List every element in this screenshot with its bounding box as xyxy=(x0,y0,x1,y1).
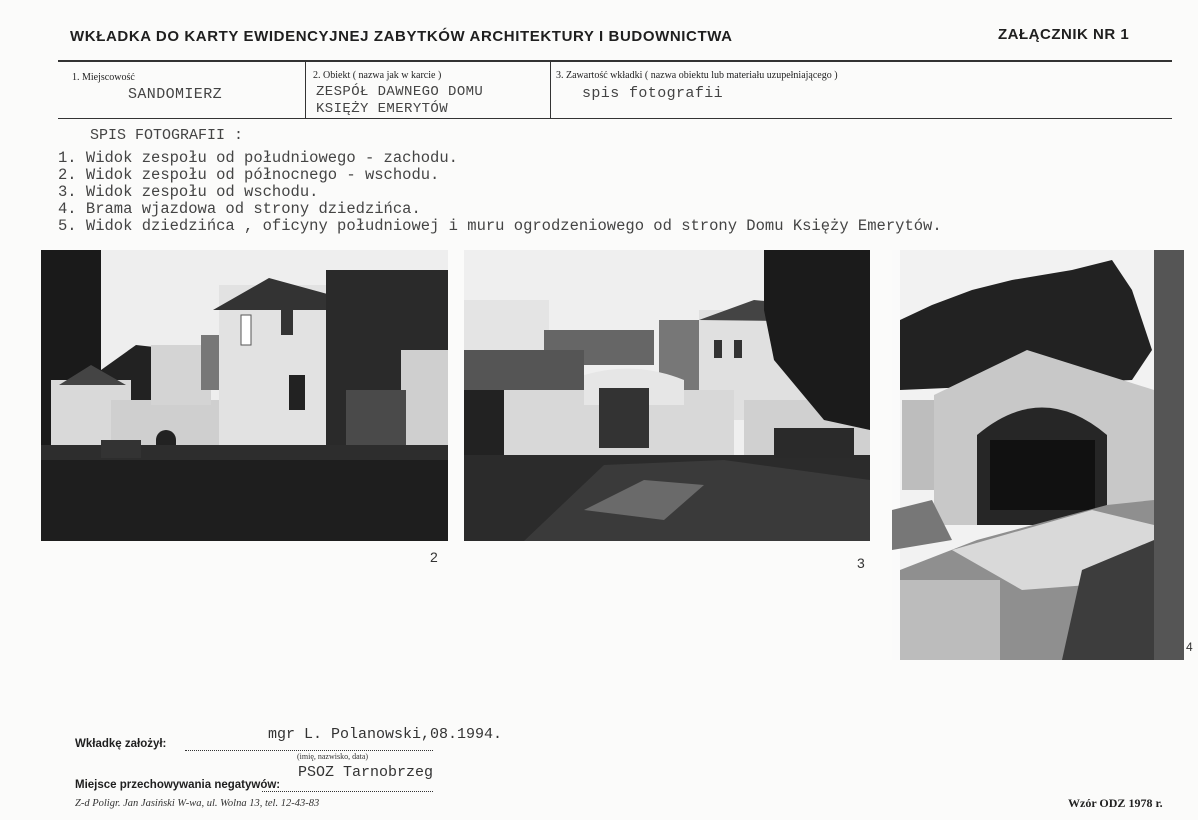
list-item: 2. Widok zespołu od północnego - wschodu. xyxy=(58,166,440,184)
list-item: 1. Widok zespołu od południowego - zachodu. xyxy=(58,149,458,167)
photo-2 xyxy=(464,250,870,541)
object-label: 2. Obiekt ( nazwa jak w karcie ) xyxy=(313,70,442,81)
contents-value: spis fotografii xyxy=(582,85,724,102)
founder-value: mgr L. Polanowski,08.1994. xyxy=(268,726,503,743)
storage-label: Miejsce przechowywania negatywów: xyxy=(75,779,281,791)
photo-2-number: 3 xyxy=(857,555,865,571)
object-value-line2: KSIĘŻY EMERYTÓW xyxy=(316,101,449,117)
location-label: 1. Miejscowość xyxy=(72,72,135,83)
top-rule xyxy=(58,60,1172,62)
photo-list-title: SPIS FOTOGRAFII : xyxy=(90,127,244,144)
contents-label: 3. Zawartość wkładki ( nazwa obiektu lub materiału uzupełniającego ) xyxy=(556,70,838,81)
photo-list xyxy=(58,150,942,235)
photo-1-image xyxy=(41,250,448,541)
photo-3 xyxy=(892,250,1184,660)
photo-3-number: 4 xyxy=(1186,640,1193,654)
location-value: SANDOMIERZ xyxy=(128,86,223,103)
photo-3-image xyxy=(892,250,1184,660)
storage-value: PSOZ Tarnobrzeg xyxy=(298,764,434,781)
document-title: WKŁADKA DO KARTY EWIDENCYJNEJ ZABYTKÓW ARCHITEKTURY I BUDOWNICTWA xyxy=(70,28,733,45)
photo-1 xyxy=(41,250,448,541)
photo-1-number: 2 xyxy=(430,549,438,565)
list-item: 3. Widok zespołu od wschodu. xyxy=(58,183,319,201)
founder-label: Wkładkę założył: xyxy=(75,738,167,750)
column-divider-1 xyxy=(305,62,306,118)
object-value-line1: ZESPÓŁ DAWNEGO DOMU xyxy=(316,84,484,100)
list-item: 4. Brama wjazdowa od strony dziedzińca. xyxy=(58,200,421,218)
photo-2-image xyxy=(464,250,870,541)
founder-note: (imię, nazwisko, data) xyxy=(297,752,369,761)
bottom-rule xyxy=(58,118,1172,119)
annex-number: ZAŁĄCZNIK NR 1 xyxy=(998,26,1130,43)
list-item: 5. Widok dziedzińca , oficyny południowej i muru ogrodzeniowego od strony Domu Księży Emerytów. xyxy=(58,217,942,235)
printer-info: Z-d Poligr. Jan Jasiński W-wa, ul. Wolna 13, tel. 12-43-83 xyxy=(75,798,320,809)
column-divider-2 xyxy=(550,62,551,118)
form-pattern: Wzór ODZ 1978 r. xyxy=(1068,796,1163,810)
